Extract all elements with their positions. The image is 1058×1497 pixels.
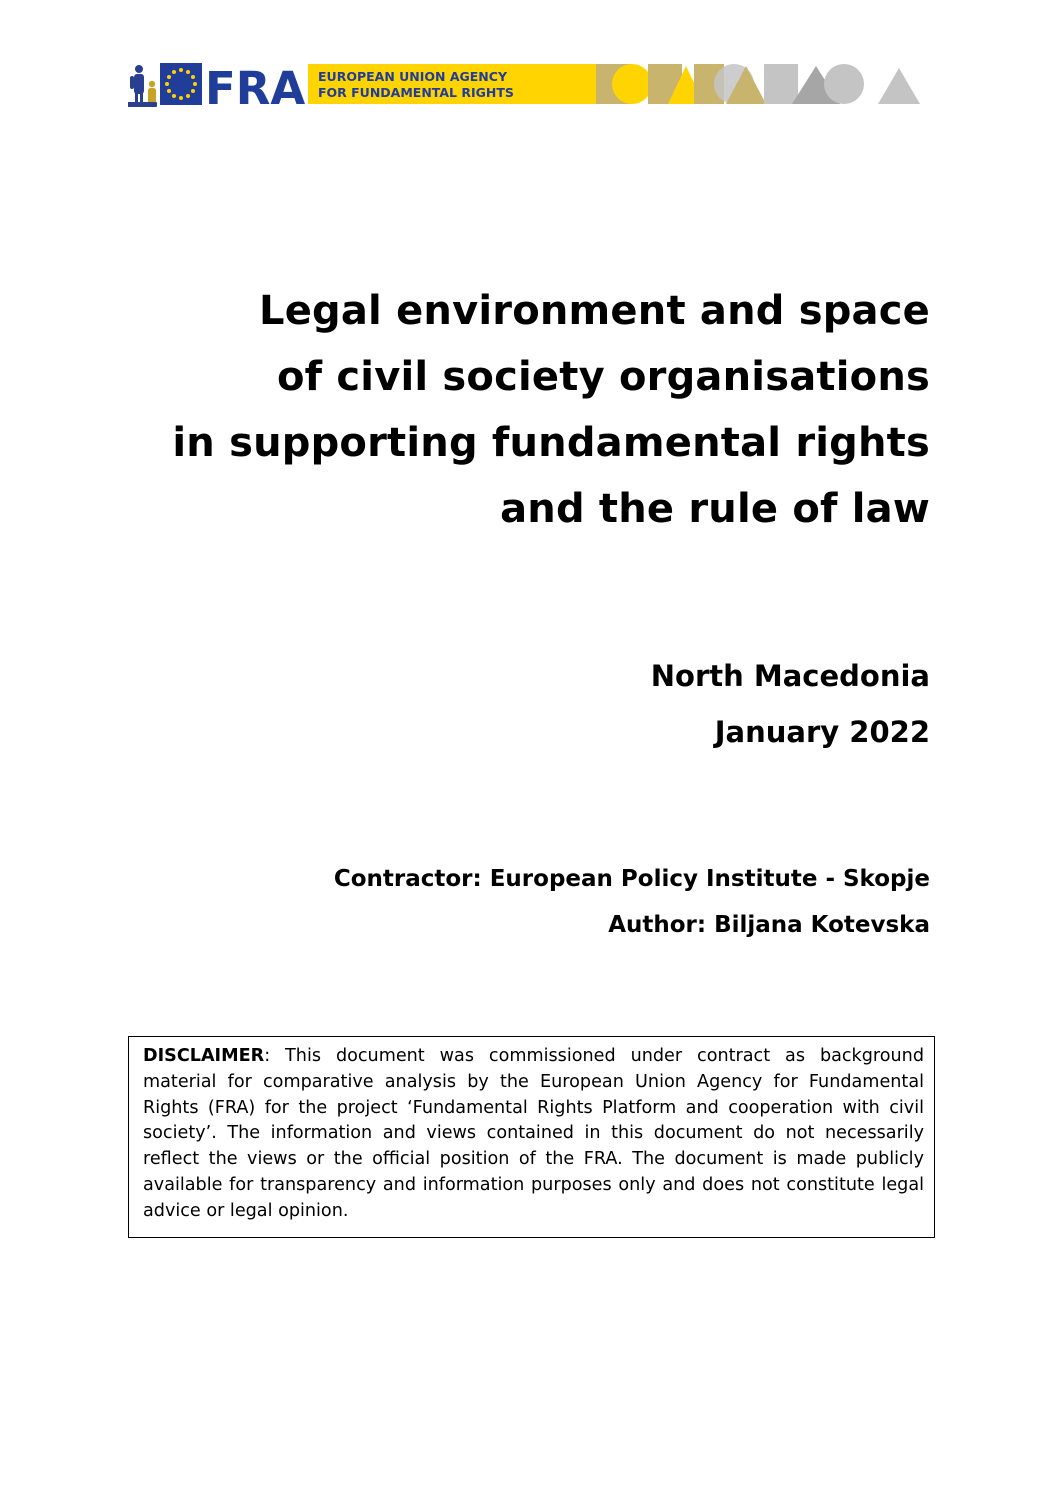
publication-date: January 2022 [714,715,930,749]
author: Author: Biljana Kotevska [608,912,930,938]
contractor: Contractor: European Policy Institute - Skopje [333,866,930,892]
agency-name-line1: EUROPEAN UNION AGENCY [318,69,507,84]
agency-name-line2: FOR FUNDAMENTAL RIGHTS [318,85,514,100]
disclaimer-box [128,1036,935,1238]
people-icon [128,65,157,107]
title-line-1: Legal environment and space [259,288,930,334]
fra-logo-banner [128,60,920,108]
fra-logo-graphic [128,60,920,108]
title-line-4: and the rule of law [500,486,930,532]
country: North Macedonia [650,659,930,693]
eu-flag-icon [160,63,202,105]
decorative-shapes [596,64,920,104]
disclaimer-label: DISCLAIMER [143,1046,265,1066]
disclaimer-text: : This document was commissioned under contract as background material for comparative analysis by the European Union Agency for Fundamental Rights (FRA) for the project ‘Fundamental Rights Platform and cooperation with civil society’. The information and views contained in this document do not necessarily reflect the views or the official position of the FRA. The document is made publicly available for transparency and information purposes only and does not constitute legal advice or legal opinion. [143,1046,924,1221]
title-line-3: in supporting fundamental rights [172,420,930,466]
fra-acronym: FRA [205,62,306,108]
document-title [90,278,930,542]
title-line-2: of civil society organisations [276,354,930,400]
